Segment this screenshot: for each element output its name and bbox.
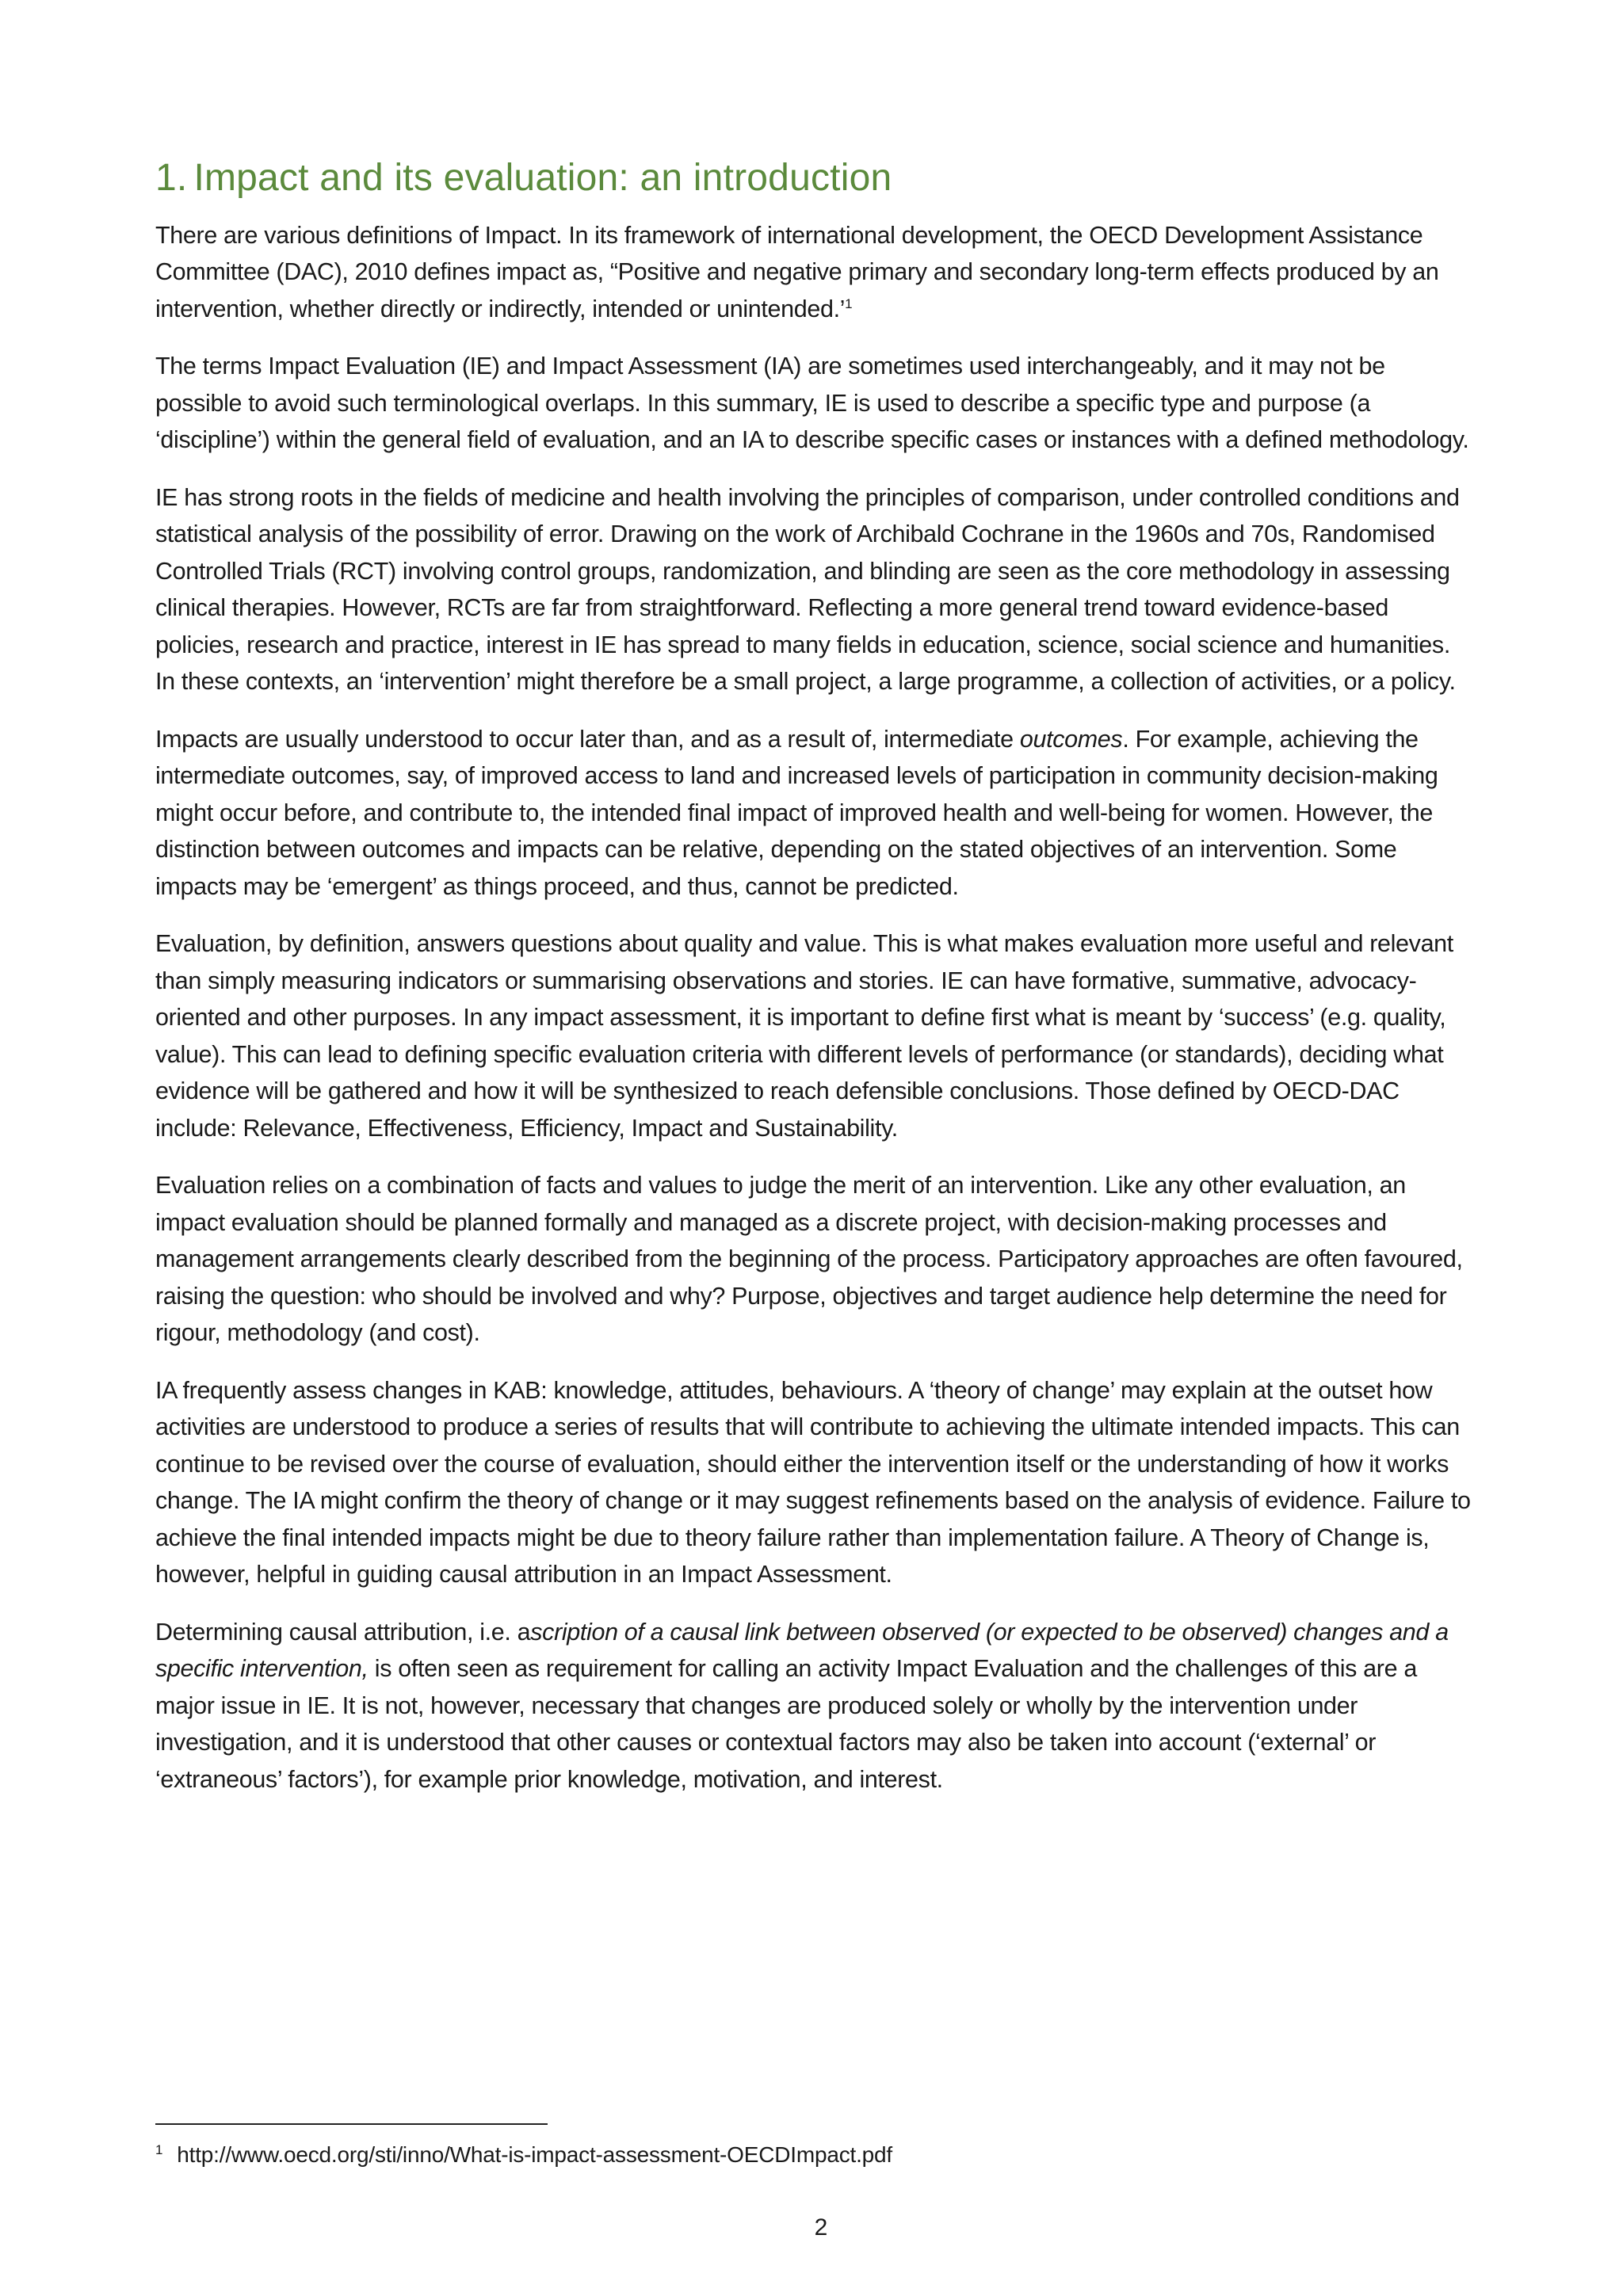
paragraph-evaluation-value: Evaluation, by definition, answers questions about quality and value. This is what makes evaluation more useful and relevant than simply measuring indicators or summarising observations and stories. IE can have formative, summative, advocacy-oriented and other purposes. In any impact assessment, it is important to define first what is meant by ‘success’ (e.g. quality, value). This can lead to defining specific evaluation criteria with different levels of performance (or standards), deciding what evidence will be gathered and how it will be synthesized to reach defensible conclusions. Those defined by OECD-DAC include: Relevance, Effectiveness, Efficiency, Impact and Sustainability. (155, 930, 1453, 1142)
paragraph-text: There are various definitions of Impact. In its framework of international development, the OECD Development Assistance Committee (DAC), 2010 defines impact as, “Positive and negative primary and secondary long-term effects produced by an intervention, whether directly or indirectly, intended or unintended.’ (155, 221, 1439, 322)
footnote (155, 2139, 892, 2171)
paragraph-text: is often seen as requirement for calling an activity Impact Evaluation and the challenges of this are a major issue in IE. It is not, however, necessary that changes are produced solely or wholly by the intervention under investigation, and it is understood that other causes or contextual factors may also be taken into account (‘external’ or ‘extraneous’ factors’), for example prior knowledge, motivation, and interest. (155, 1655, 1417, 1793)
paragraph-terminology: The terms Impact Evaluation (IE) and Impact Assessment (IA) are sometimes used interchangeably, and it may not be possible to avoid such terminological overlaps. In this summary, IE is used to describe a specific type and purpose (a ‘discipline’) within the general field of evaluation, and an IA to describe specific cases or instances with a defined methodology. (155, 353, 1469, 454)
paragraph-outcomes (155, 721, 1471, 906)
footnote-divider (155, 2123, 548, 2125)
paragraph-text: Determining causal attribution, i.e. a (155, 1618, 531, 1646)
page-number: 2 (814, 2214, 828, 2241)
paragraph-causal-attribution (155, 1614, 1471, 1798)
paragraph-kab: IA frequently assess changes in KAB: knowledge, attitudes, behaviours. A ‘theory of change’ may explain at the outset how activities are understood to produce a series of results that will contribute to achieving the ultimate intended impacts. This can continue to be revised over the course of evaluation, should either the intervention itself or the understanding of how it works change. The IA might confirm the theory of change or it may suggest refinements based on the analysis of evidence. Failure to achieve the final intended impacts might be due to theory failure rather than implementation failure. A Theory of Change is, however, helpful in guiding causal attribution in an Impact Assessment. (155, 1376, 1471, 1589)
paragraph-text: Impacts are usually understood to occur later than, and as a result of, intermediate (155, 725, 1020, 753)
paragraph-roots: IE has strong roots in the fields of medicine and health involving the principles of comparison, under controlled conditions and statistical analysis of the possibility of error. Drawing on the work of Archibald Cochrane in the 1960s and 70s, Randomised Controlled Trials (RCT) involving control groups, randomization, and blinding are seen as the core methodology in assessing clinical therapies. However, RCTs are far from straightforward. Reflecting a more general trend toward evidence-based policies, research and practice, interest in IE has spread to many fields in education, science, social science and humanities. In these contexts, an ‘intervention’ might therefore be a small project, a large programme, a collection of activities, or a policy. (155, 483, 1460, 696)
emphasis-text: outcomes (1019, 725, 1123, 753)
section-number: 1. (155, 157, 188, 199)
footnote-reference[interactable]: 1 (845, 296, 853, 311)
paragraph-facts-values: Evaluation relies on a combination of facts and values to judge the merit of an intervention. Like any other evaluation, an impact evaluation should be planned formally and managed as a discrete project, with decision-making processes and management arrangements clearly described from the beginning of the process. Participatory approaches are often favoured, raising the question: who should be involved and why? Purpose, objectives and target audience help determine the need for rigour, methodology (and cost). (155, 1172, 1463, 1347)
footnote-link[interactable]: http://www.oecd.org/sti/inno/What-is-impact-assessment-OECDImpact.pdf (177, 2142, 893, 2167)
section-heading (155, 155, 1471, 201)
paragraph-definitions (155, 217, 1471, 328)
emphasis-text: scription of a causal link between observed (or expected to be observed) changes and a specific intervention, (155, 1618, 1449, 1683)
section-title: Impact and its evaluation: an introduction (193, 157, 892, 199)
paragraph-text: . For example, achieving the intermediate outcomes, say, of improved access to land and increased levels of participation in community decision-making might occur before, and contribute to, the intended final impact of improved health and well-being for women. However, the distinction between outcomes and impacts can be relative, depending on the stated objectives of an intervention. Some impacts may be ‘emergent’ as things proceed, and thus, cannot be predicted. (155, 725, 1438, 900)
document-body (155, 155, 1471, 1818)
footnote-mark: 1 (155, 2142, 163, 2157)
